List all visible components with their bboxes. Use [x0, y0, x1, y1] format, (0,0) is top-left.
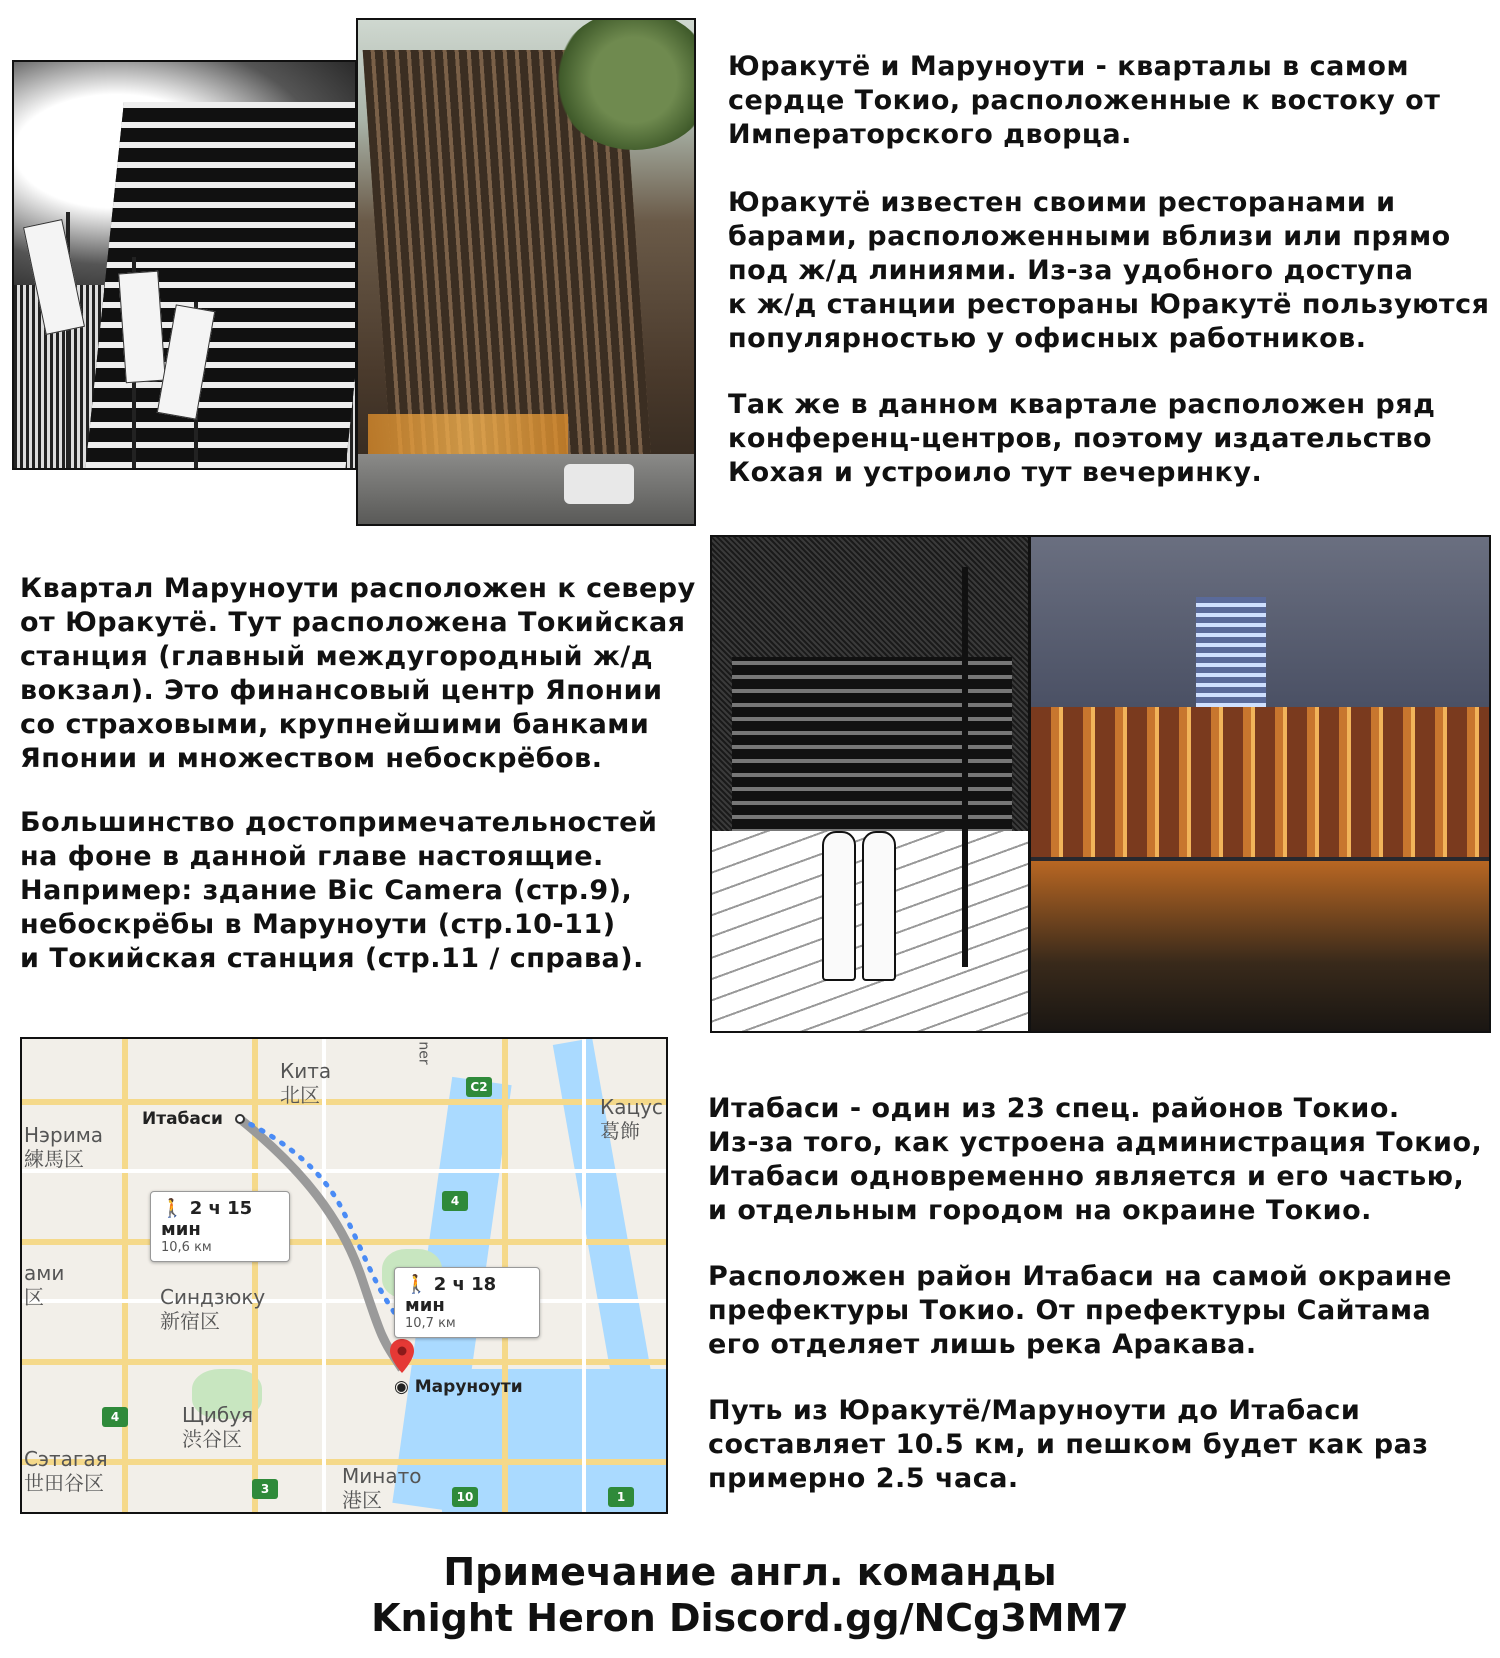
map-label-katsushika: Кацус 葛飾	[600, 1095, 663, 1143]
route-option-1-distance: 10,6 км	[161, 1240, 212, 1255]
route-option-2-time	[405, 1274, 529, 1316]
route-option-2-distance: 10,7 км	[405, 1316, 456, 1331]
tokyo-station-building	[1031, 707, 1489, 857]
route-lines	[22, 1039, 668, 1514]
route-2-time-text: 2 ч 18 мин	[405, 1274, 497, 1316]
map-label-setagaya: Сэтагая 世田谷区	[24, 1447, 108, 1495]
street-lamp	[962, 567, 968, 967]
map-destination-label: ◉ Маруноути	[394, 1377, 523, 1397]
paragraph-itabashi-location: Расположен район Итабаси на самой окраине префектуры Токио. От префектуры Сайтама его отделяет лишь река Аракава.	[708, 1261, 1452, 1360]
paragraph-yurakucho-food: Юракутё известен своими ресторанами и барами, расположенными вблизи или прямо под ж/д линиями. Из-за удобного доступа к ж/д станции рестораны Юракутё пользуются популярностью у офисных работников.	[728, 187, 1490, 354]
person	[862, 831, 896, 981]
storefront-lights	[368, 414, 568, 454]
route-map	[20, 1037, 668, 1514]
map-label-ami: ами 区	[24, 1261, 65, 1309]
map-label-shinjuku: Синдзюку 新宿区	[160, 1285, 266, 1333]
walking-icon: 🚶	[405, 1274, 428, 1295]
highway-shield: C2	[466, 1077, 492, 1097]
map-label-nerima: Нэрима 練馬区	[24, 1123, 104, 1171]
highway-shield: 4	[442, 1191, 468, 1211]
map-label-shibuya: Щибуя 渋谷区	[182, 1403, 254, 1451]
flag	[118, 271, 166, 384]
manga-station-night-image	[710, 535, 1030, 1033]
origin-marker[interactable]	[235, 1114, 245, 1124]
paragraph-yurakucho-intro: Юракутё и Маруноути - кварталы в самом сердце Токио, расположенные к востоку от Императорского дворца.	[728, 51, 1441, 150]
paragraph-yurakucho-conf: Так же в данном квартале расположен ряд конференц-центров, поэтому издательство Кохая и устроило тут вечеринку.	[728, 389, 1436, 488]
highway-shield: 3	[252, 1479, 278, 1499]
paragraph-marunouchi: Квартал Маруноути расположен к северу от Юракутё. Тут расположена Токийская станция (главный междугородный ж/д вокзал). Это финансовый центр Японии со страховыми, крупнейшими банками Японии и множеством небоскрёбов.	[20, 573, 696, 774]
walking-icon: 🚶	[161, 1198, 184, 1219]
street	[358, 454, 694, 524]
paragraph-route: Путь из Юракутё/Маруноути до Итабаси составляет 10.5 км, и пешком будет как раз примерно 2.5 часа.	[708, 1395, 1429, 1494]
map-label-kita: Кита 北区	[280, 1059, 332, 1107]
manga-building-image	[12, 60, 357, 470]
footer-credits: Knight Heron Discord.gg/NCg3MM7	[371, 1596, 1129, 1640]
photo-building-image	[356, 18, 696, 526]
map-origin-label: Итабаси	[142, 1109, 223, 1129]
map-label-minato: Минато 港区	[342, 1464, 422, 1512]
manga-station-building	[732, 657, 1012, 857]
highway-shield: 1	[608, 1487, 634, 1507]
route-option-2[interactable]	[394, 1267, 540, 1338]
person	[822, 831, 856, 981]
wet-plaza-reflection	[1031, 861, 1489, 1031]
highway-shield: 4	[102, 1407, 128, 1427]
map-label-ner: ner	[415, 1041, 432, 1065]
footer-note-title: Примечание англ. команды	[443, 1550, 1057, 1594]
paragraph-itabashi-intro: Итабаси - один из 23 спец. районов Токио. Из-за того, как устроена администрация Токио, Итабаси одновременно является и его частью, и отдельным городом на окраине Токио.	[708, 1093, 1483, 1226]
destination-name: Маруноути	[414, 1377, 523, 1397]
route-1-time-text: 2 ч 15 мин	[161, 1198, 253, 1240]
route-option-1[interactable]	[150, 1191, 290, 1262]
destination-pin-icon[interactable]	[390, 1339, 414, 1373]
highway-shield: 10	[452, 1487, 478, 1507]
route-option-1-time	[161, 1198, 279, 1240]
paragraph-landmarks: Большинство достопримечательностей на фоне в данной главе настоящие. Например: здание Bic Camera (стр.9), небоскрёбы в Маруноути (стр.10-11) и Токийская станция (стр.11 / справа).	[20, 807, 658, 974]
photo-tokyo-station-image	[1029, 535, 1491, 1033]
van	[564, 464, 634, 504]
